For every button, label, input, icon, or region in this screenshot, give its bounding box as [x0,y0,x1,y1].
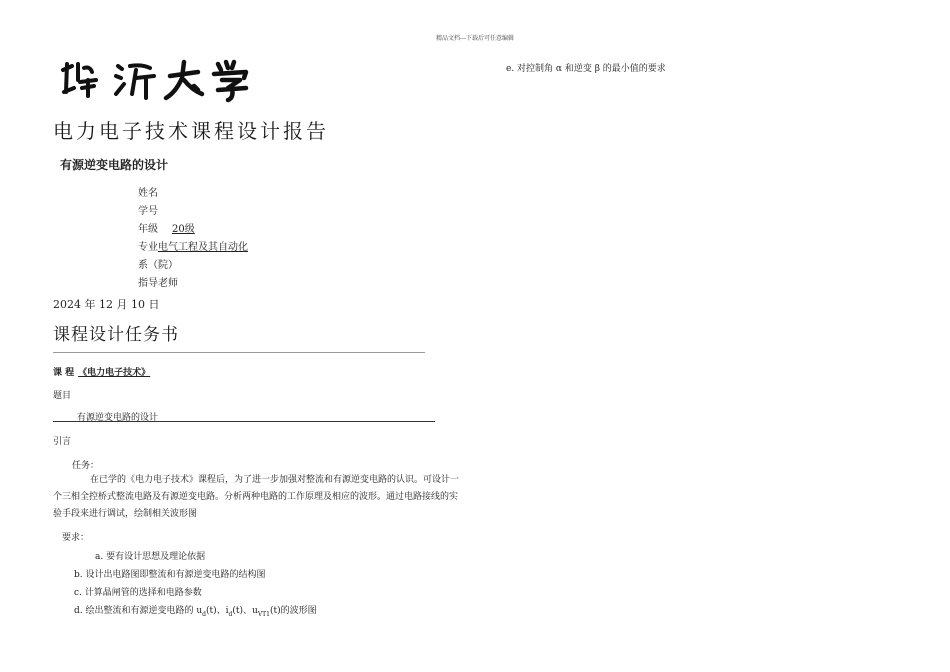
major-value: 电气工程及其自动化 [158,242,248,253]
uvt1-subscript: VT1 [257,610,270,618]
subject-title: 有源逆变电路的设计 [60,158,169,172]
topic-label: 题目 [53,391,72,401]
page-header-note: 精品文档---下载后可任意编辑 [435,35,515,42]
requirement-a: a. 要有设计思想及理论依据 [95,552,206,562]
student-id-field [138,202,158,217]
report-title: 电力电子技术课程设计报告 [53,119,329,143]
requirement-c: c. 计算晶闸管的选择和电路参数 [74,588,202,598]
requirement-b: b. 设计出电路图即整流和有源逆变电路的结构图 [74,570,266,580]
report-date: 2024 年 12 月 10 日 [53,298,160,311]
name-label: 姓名 [138,188,158,199]
department-field [138,256,178,271]
course-row [53,365,150,378]
task-label: 任务： [72,461,100,471]
grade-label: 年级 [138,224,158,235]
department-label: 系（院） [138,260,178,271]
advisor-field [138,274,178,289]
requirement-e: e. 对控制角 α 和逆变 β 的最小值的要求 [506,64,666,74]
requirement-d-text: d. 绘出整流和有源逆变电路的 u [74,606,203,616]
major-field [138,238,250,253]
university-logo [58,58,253,104]
waveform-part-1: (t)、i [206,606,229,616]
course-value: 《电力电子技术》 [78,368,151,378]
requirement-d [74,603,317,618]
waveform-part-2: (t)、u [232,606,258,616]
topic-value: 有源逆变电路的设计 [53,410,435,422]
divider [53,352,425,353]
course-label: 课 程 [53,368,75,378]
task-paragraph: 在已学的《电力电子技术》课程后，为了进一步加强对整流和有源逆变电路的认识。可设计一个三相全控桥式整流电路及有源逆变电路。分析两种电路的工作原理及相应的波形。通过电路接线的实验手段来进行调试，绘制相关波形图 [53,475,460,519]
grade-value: 20级 [172,224,195,235]
ud-subscript: d [202,610,206,618]
requirements-label: 要求： [62,533,90,543]
name-field [138,184,158,199]
id-subscript: d [228,610,233,618]
waveform-part-3: (t)的波形图 [269,606,317,616]
intro-label: 引言 [53,437,72,447]
advisor-label: 指导老师 [138,278,178,289]
grade-field [138,220,201,235]
task-book-title: 课程设计任务书 [53,325,179,345]
major-label: 专业 [138,242,158,253]
student-id-label: 学号 [138,206,158,217]
